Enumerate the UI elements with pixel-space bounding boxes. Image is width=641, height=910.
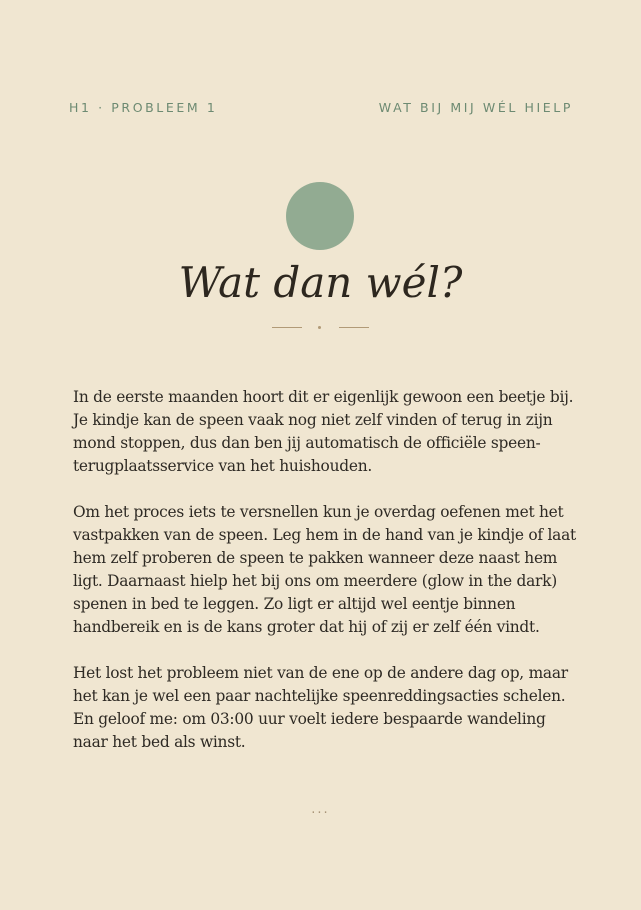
page-end-ellipsis: ... bbox=[311, 802, 330, 817]
decorative-circle bbox=[286, 182, 354, 250]
paragraph-line: naar het bed als winst. bbox=[73, 733, 246, 751]
paragraph-line: In de eerste maanden hoort dit er eigenlijk gewoon een beetje bij. bbox=[73, 388, 574, 406]
paragraph-line: Om het proces iets te versnellen kun je overdag oefenen met het bbox=[73, 503, 564, 521]
paragraph-line: het kan je wel een paar nachtelijke speenreddingsacties schelen. bbox=[73, 687, 566, 705]
body-text bbox=[73, 386, 593, 777]
section-label: H1 · PROBLEEM 1 bbox=[69, 100, 218, 115]
divider-dot bbox=[318, 326, 321, 329]
paragraph-line: mond stoppen, dus dan ben jij automatisch de officiële speen- bbox=[73, 434, 541, 452]
paragraph-line: terugplaatsservice van het huishouden. bbox=[73, 457, 372, 475]
paragraph-2 bbox=[73, 501, 593, 639]
title-divider bbox=[272, 322, 369, 334]
divider-line-left bbox=[272, 327, 302, 328]
paragraph-1 bbox=[73, 386, 593, 478]
paragraph-line: spenen in bed te leggen. Zo ligt er altijd wel eentje binnen bbox=[73, 595, 516, 613]
paragraph-line: ligt. Daarnaast hielp het bij ons om meerdere (glow in the dark) bbox=[73, 572, 557, 590]
paragraph-line: En geloof me: om 03:00 uur voelt iedere bespaarde wandeling bbox=[73, 710, 546, 728]
paragraph-line: vastpakken van de speen. Leg hem in de hand van je kindje of laat bbox=[73, 526, 576, 544]
divider-line-right bbox=[339, 327, 369, 328]
paragraph-line: Het lost het probleem niet van de ene op de andere dag op, maar bbox=[73, 664, 568, 682]
page-title: Wat dan wél? bbox=[178, 258, 463, 307]
paragraph-3 bbox=[73, 662, 593, 754]
chapter-title: WAT BIJ MIJ WÉL HIELP bbox=[378, 100, 573, 115]
paragraph-line: hem zelf proberen de speen te pakken wanneer deze naast hem bbox=[73, 549, 558, 567]
paragraph-line: handbereik en is de kans groter dat hij of zij er zelf één vindt. bbox=[73, 618, 540, 636]
paragraph-line: Je kindje kan de speen vaak nog niet zelf vinden of terug in zijn bbox=[73, 411, 553, 429]
